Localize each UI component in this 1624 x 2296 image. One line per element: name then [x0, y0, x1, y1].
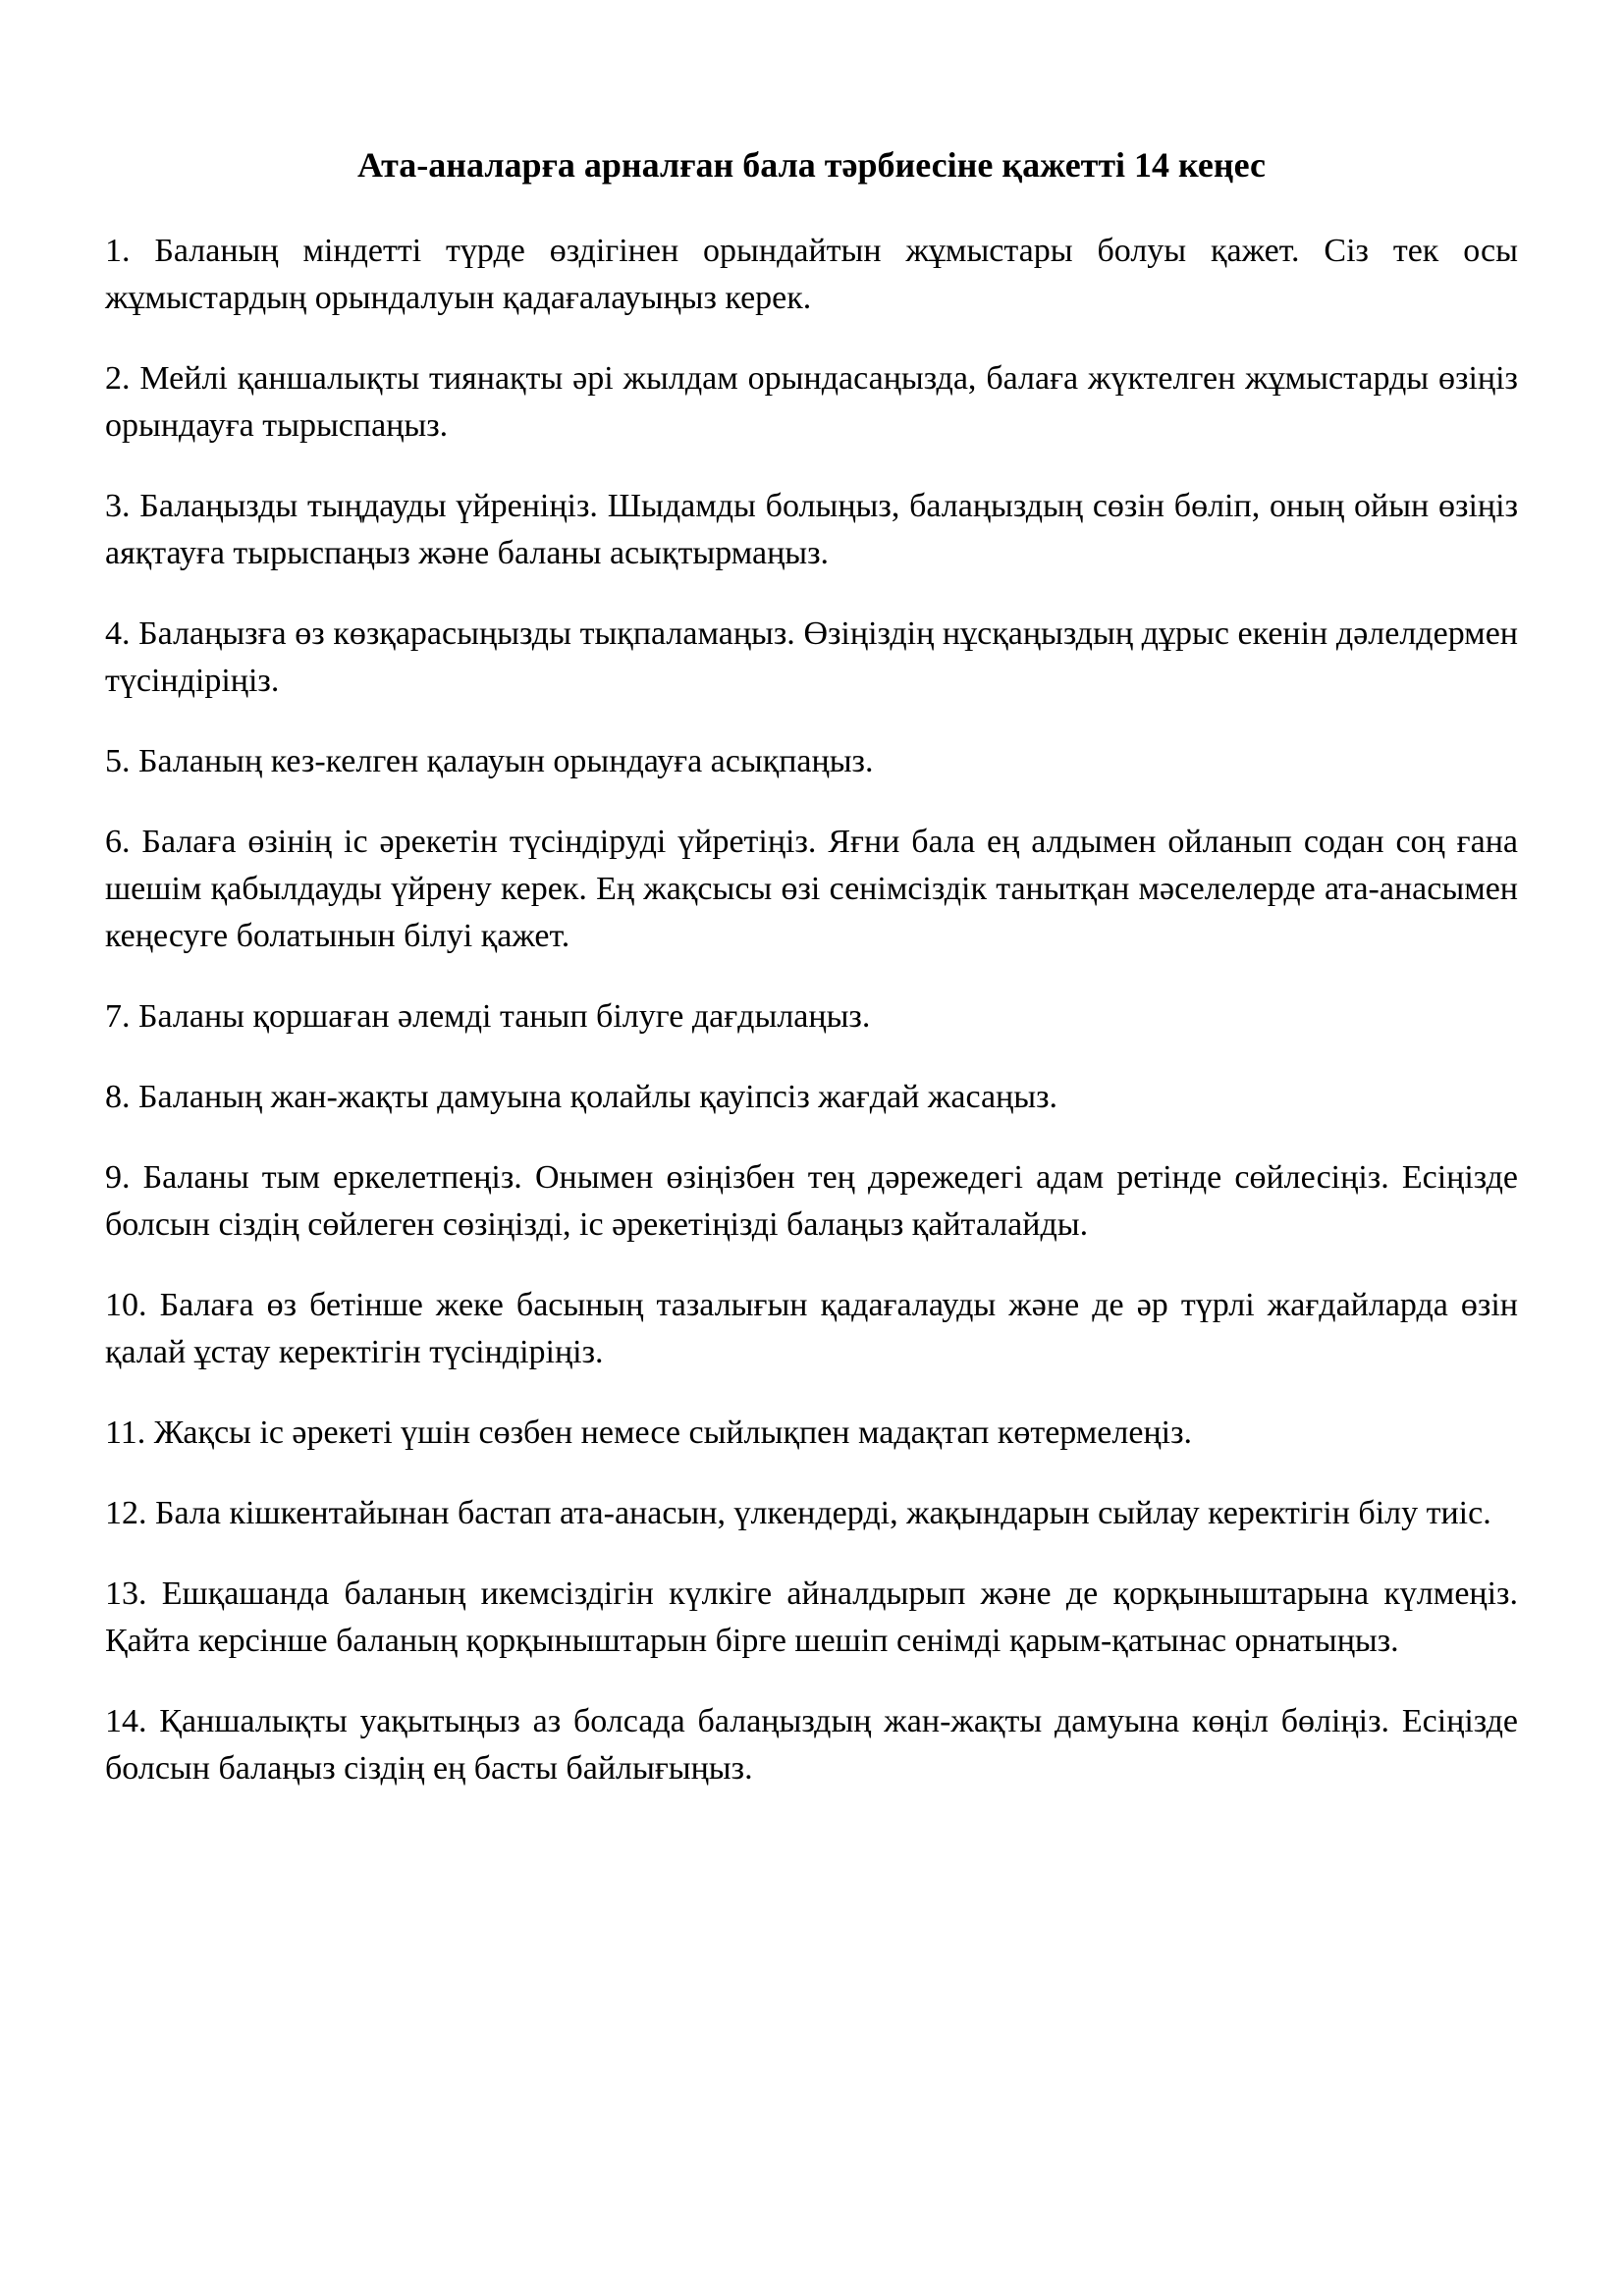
- paragraph-11: 11. Жақсы іс әрекеті үшін сөзбен немесе сыйлықпен мадақтап көтермелеңіз.: [105, 1415, 1193, 1451]
- paragraph-6: 6. Балаға өзінің іс әрекетін түсіндіруді үйретіңіз. Яғни бала ең алдымен ойланып содан соң ғана шешім қабылдауды үйрену керек. Ең жақсысы өзі сенімсіздік танытқан мәселелерде ата-анасымен кеңесуге болатынын білуі қажет.: [105, 824, 1518, 954]
- paragraph-12: 12. Бала кішкентайынан бастап ата-анасын, үлкендерді, жақындарын сыйлау керектігін білу тиіс.: [105, 1495, 1491, 1531]
- paragraph-5: 5. Баланың кез-келген қалауын орындауға асықпаңыз.: [105, 743, 874, 779]
- paragraph-7: 7. Баланы қоршаған әлемді танып білуге дағдылаңыз.: [105, 998, 871, 1035]
- paragraph-4: 4. Балаңызға өз көзқарасыңызды тықпаламаңыз. Өзіңіздің нұсқаңыздың дұрыс екенін дәлелдермен түсіндіріңіз.: [105, 615, 1518, 699]
- paragraph-9: 9. Баланы тым еркелетпеңіз. Онымен өзіңізбен тең дәрежедегі адам ретінде сөйлесіңіз. Есіңізде болсын сіздің сөйлеген сөзіңізді, іс әрекетіңізді балаңыз қайталайды.: [105, 1159, 1518, 1243]
- paragraph-8: 8. Баланың жан-жақты дамуына қолайлы қауіпсіз жағдай жасаңыз.: [105, 1079, 1058, 1115]
- paragraph-3: 3. Балаңызды тыңдауды үйреніңіз. Шыдамды болыңыз, балаңыздың сөзін бөліп, оның ойын өзіңіз аяқтауға тырыспаңыз және баланы асықтырмаңыз.: [105, 488, 1518, 571]
- paragraph-10: 10. Балаға өз бетінше жеке басының тазалығын қадағалауды және де әр түрлі жағдайларда өзін қалай ұстау керектігін түсіндіріңіз.: [105, 1287, 1518, 1370]
- paragraph-14: 14. Қаншалықты уақытыңыз аз болсада балаңыздың жан-жақты дамуына көңіл бөліңіз. Есіңізде болсын балаңыз сіздің ең басты байлығыңыз.: [105, 1703, 1518, 1787]
- document-body: [105, 228, 1518, 1792]
- document-title: Ата-аналарға арналған бала тәрбиесіне қажетті 14 кеңес: [356, 145, 1267, 185]
- paragraph-1: 1. Баланың міндетті түрде өздігінен орындайтын жұмыстары болуы қажет. Сіз тек осы жұмыстардың орындалуын қадағалауыңыз керек.: [105, 233, 1518, 316]
- paragraph-2: 2. Мейлі қаншалықты тиянақты әрі жылдам орындасаңызда, балаға жүктелген жұмыстарды өзіңіз орындауға тырыспаңыз.: [105, 360, 1518, 444]
- paragraph-13: 13. Ешқашанда баланың икемсіздігін күлкіге айналдырып және де қорқыныштарына күлмеңіз. Қайта керсінше баланың қорқыныштарын бірге шешіп сенімді қарым-қатынас орнатыңыз.: [105, 1575, 1518, 1659]
